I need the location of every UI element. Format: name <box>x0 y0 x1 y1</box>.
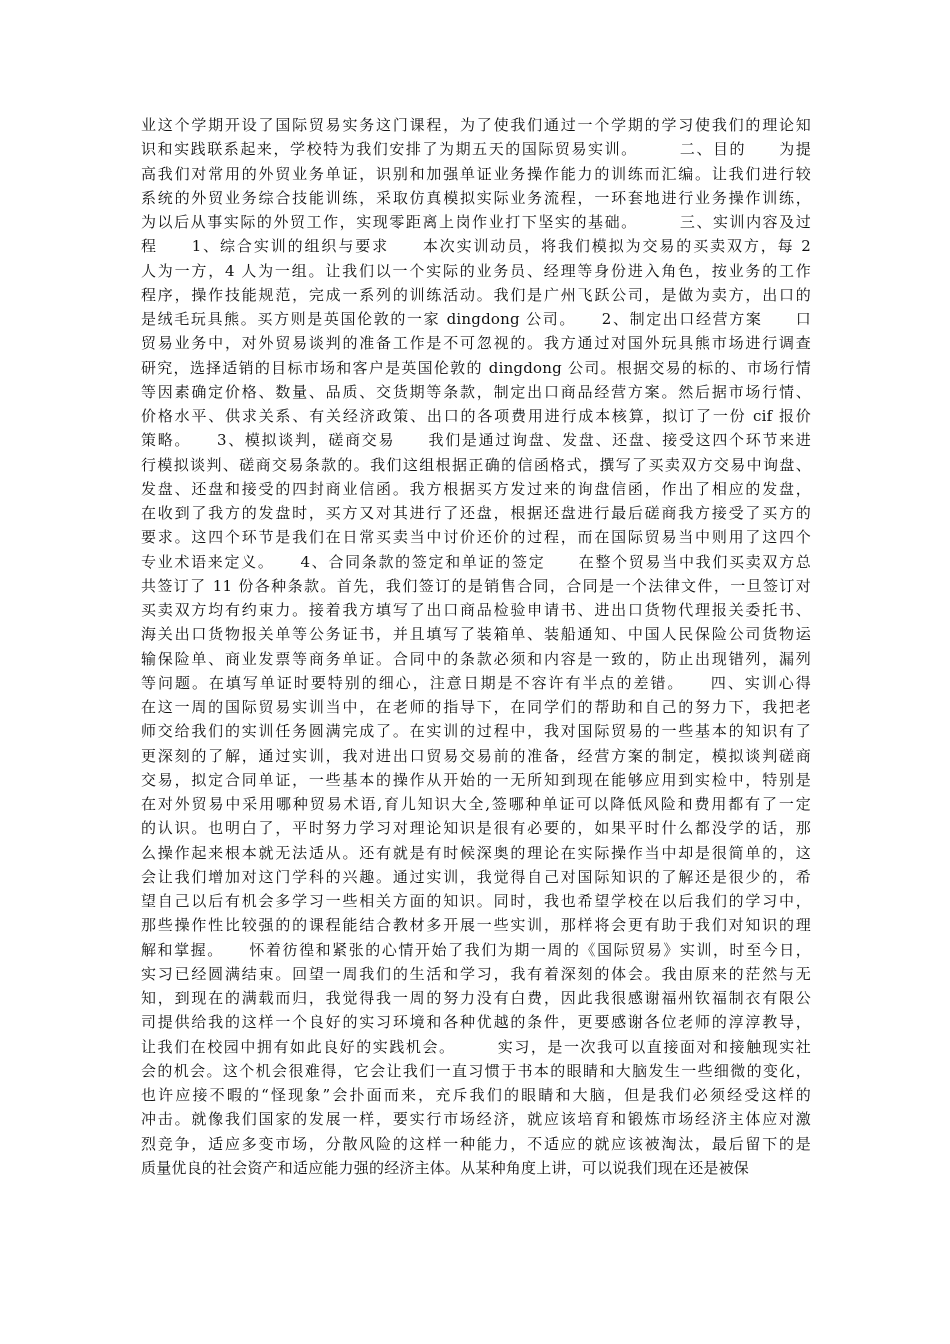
text-line-31: 么操作起来根本就无法适从。还有就是有时候深奥的理论在实际操作当中却是很简单的，这 <box>141 843 811 862</box>
text-line-11: 研究，选择适销的目标市场和客户是英国伦敦的 dingdong 公司。根据交易的标的、市场行情 <box>141 358 811 377</box>
text-line-7: 人为一方，4 人为一组。让我们以一个实际的业务员、经理等身份进入角色，按业务的工作 <box>141 261 811 280</box>
text-line-12: 等因素确定价格、数量、品质、交货期等条款，制定出口商品经营方案。然后据市场行情、 <box>141 382 811 401</box>
text-line-33: 望自己以后有机会多学习一些相关方面的知识。同时，我也希望学校在以后我们的学习中， <box>141 892 811 910</box>
text-line-10: 贸易业务中，对外贸易谈判的准备工作是不可忽视的。我方通过对国外玩具熊市场进行调查 <box>141 334 811 353</box>
text-line-19: 专业术语来定义。 4、合同条款的签定和单证的签定 在整个贸易当中我们买卖双方总 <box>141 552 811 571</box>
text-line-3: 高我们对常用的外贸业务单证，识别和加强单证业务操作能力的训练而汇编。让我们进行较 <box>141 164 811 183</box>
text-line-30: 的认识。也明白了，平时努力学习对理论知识是很有必要的，如果平时什么都没学的话，那 <box>141 819 811 838</box>
text-line-28: 交易，拟定合同单证，一些基本的操作从开始的一无所知到现在能够应用到实检中，特别是 <box>141 770 811 789</box>
text-line-4: 系统的外贸业务综合技能训练，采取仿真模拟实际业务流程，一环套地进行业务操作训练， <box>141 188 811 207</box>
text-line-29: 在对外贸易中采用哪种贸易术语,育儿知识大全,签哪种单证可以降低风险和费用都有了一定 <box>141 795 811 813</box>
text-line-2: 识和实践联系起来，学校特为我们安排了为期五天的国际贸易实训。 二、目的 为提 <box>141 140 811 159</box>
text-line-43: 烈竞争，适应多变市场，分散风险的这样一种能力，不适应的就应该被淘汰，最后留下的是 <box>141 1134 811 1153</box>
text-line-14: 策略。 3、模拟谈判，磋商交易 我们是通过询盘、发盘、还盘、接受这四个环节来进 <box>141 431 811 450</box>
text-line-40: 会的机会。这个机会很难得，它会让我们一直习惯于书本的眼睛和大脑发生一些细微的变化， <box>141 1061 811 1080</box>
text-line-37: 知，到现在的满载而归，我觉得我一周的努力没有白费，因此我很感谢福州钦福制衣有限公 <box>141 989 811 1007</box>
text-line-21: 买卖双方均有约束力。接着我方填写了出口商品检验申请书、进出口货物代理报关委托书、 <box>141 601 811 619</box>
document-body <box>141 113 811 1180</box>
text-line-44: 质量优良的社会资产和适应能力强的经济主体。从某种角度上讲，可以说我们现在还是被保 <box>141 1158 750 1177</box>
text-line-41: 也许应接不暇的“怪现象”会扑面而来，充斥我们的眼睛和大脑，但是我们必须经受这样的 <box>141 1086 811 1104</box>
text-line-25: 在这一周的国际贸易实训当中，在老师的指导下，在同学们的帮助和自己的努力下，我把老 <box>141 698 811 716</box>
text-line-22: 海关出口货物报关单等公务证书，并且填写了装箱单、装船通知、中国人民保险公司货物运 <box>141 625 811 644</box>
text-line-35: 解和掌握。 怀着彷徨和紧张的心情开始了我们为期一周的《国际贸易》实训，时至今日， <box>141 940 811 959</box>
text-line-39: 让我们在校园中拥有如此良好的实践机会。 实习，是一次我可以直接面对和接触现实社 <box>141 1037 811 1056</box>
text-line-18: 要求。这四个环节是我们在日常买卖当中讨价还价的过程，而在国际贸易当中则用了这四个 <box>141 528 811 547</box>
text-line-16: 发盘、还盘和接受的四封商业信函。我方根据买方发过来的询盘信函，作出了相应的发盘， <box>141 479 811 498</box>
text-line-32: 会让我们增加对这门学科的兴趣。通过实训，我觉得自己对国际知识的了解还是很少的，希 <box>141 867 811 886</box>
text-line-34: 那些操作性比较强的的课程能结合教材多开展一些实训，那样将会更有助于我们对知识的理 <box>141 916 811 935</box>
text-line-20: 共签订了 11 份各种条款。首先，我们签订的是销售合同，合同是一个法律文件，一旦签订对 <box>141 576 811 595</box>
text-line-38: 司提供给我的这样一个良好的实习环境和各种优越的条件，更要感谢各位老师的淳淳教导， <box>141 1013 811 1032</box>
text-line-9: 是绒毛玩具熊。买方则是英国伦敦的一家 dingdong 公司。 2、制定出口经营方案 口 <box>141 310 811 328</box>
text-line-1: 业这个学期开设了国际贸易实务这门课程，为了使我们通过一个学期的学习使我们的理论知 <box>141 116 811 134</box>
text-line-36: 实习已经圆满结束。回望一周我们的生活和学习，我有着深刻的体会。我由原来的茫然与无 <box>141 964 811 983</box>
text-line-13: 价格水平、供求关系、有关经济政策、出口的各项费用进行成本核算，拟订了一份 cif 报价 <box>141 407 811 425</box>
text-line-6: 程 1、综合实训的组织与要求 本次实训动员，将我们模拟为交易的买卖双方，每 2 <box>141 237 811 256</box>
text-line-23: 输保险单、商业发票等商务单证。合同中的条款必须和内容是一致的，防止出现错列，漏列 <box>141 649 811 668</box>
text-line-17: 在收到了我方的发盘时，买方又对其进行了还盘，根据还盘进行最后磋商我方接受了买方的 <box>141 504 811 522</box>
text-line-27: 更深刻的了解，通过实训，我对进出口贸易交易前的准备，经营方案的制定，模拟谈判磋商 <box>141 746 811 765</box>
text-line-15: 行模拟谈判、磋商交易条款的。我们这组根据正确的信函格式，撰写了买卖双方交易中询盘、 <box>141 455 811 474</box>
text-line-24: 等问题。在填写单证时要特别的细心，注意日期是不容许有半点的差错。 四、实训心得 <box>141 673 811 692</box>
text-line-8: 程序，操作技能规范，完成一系列的训练活动。我们是广州飞跃公司，是做为卖方，出口的 <box>141 285 811 304</box>
text-line-5: 为以后从事实际的外贸工作，实现零距离上岗作业打下坚实的基础。 三、实训内容及过 <box>141 213 811 231</box>
text-line-42: 冲击。就像我们国家的发展一样，要实行市场经济，就应该培育和锻炼市场经济主体应对激 <box>141 1110 811 1129</box>
text-line-26: 师交给我们的实训任务圆满完成了。在实训的过程中，我对国际贸易的一些基本的知识有了 <box>141 722 811 741</box>
